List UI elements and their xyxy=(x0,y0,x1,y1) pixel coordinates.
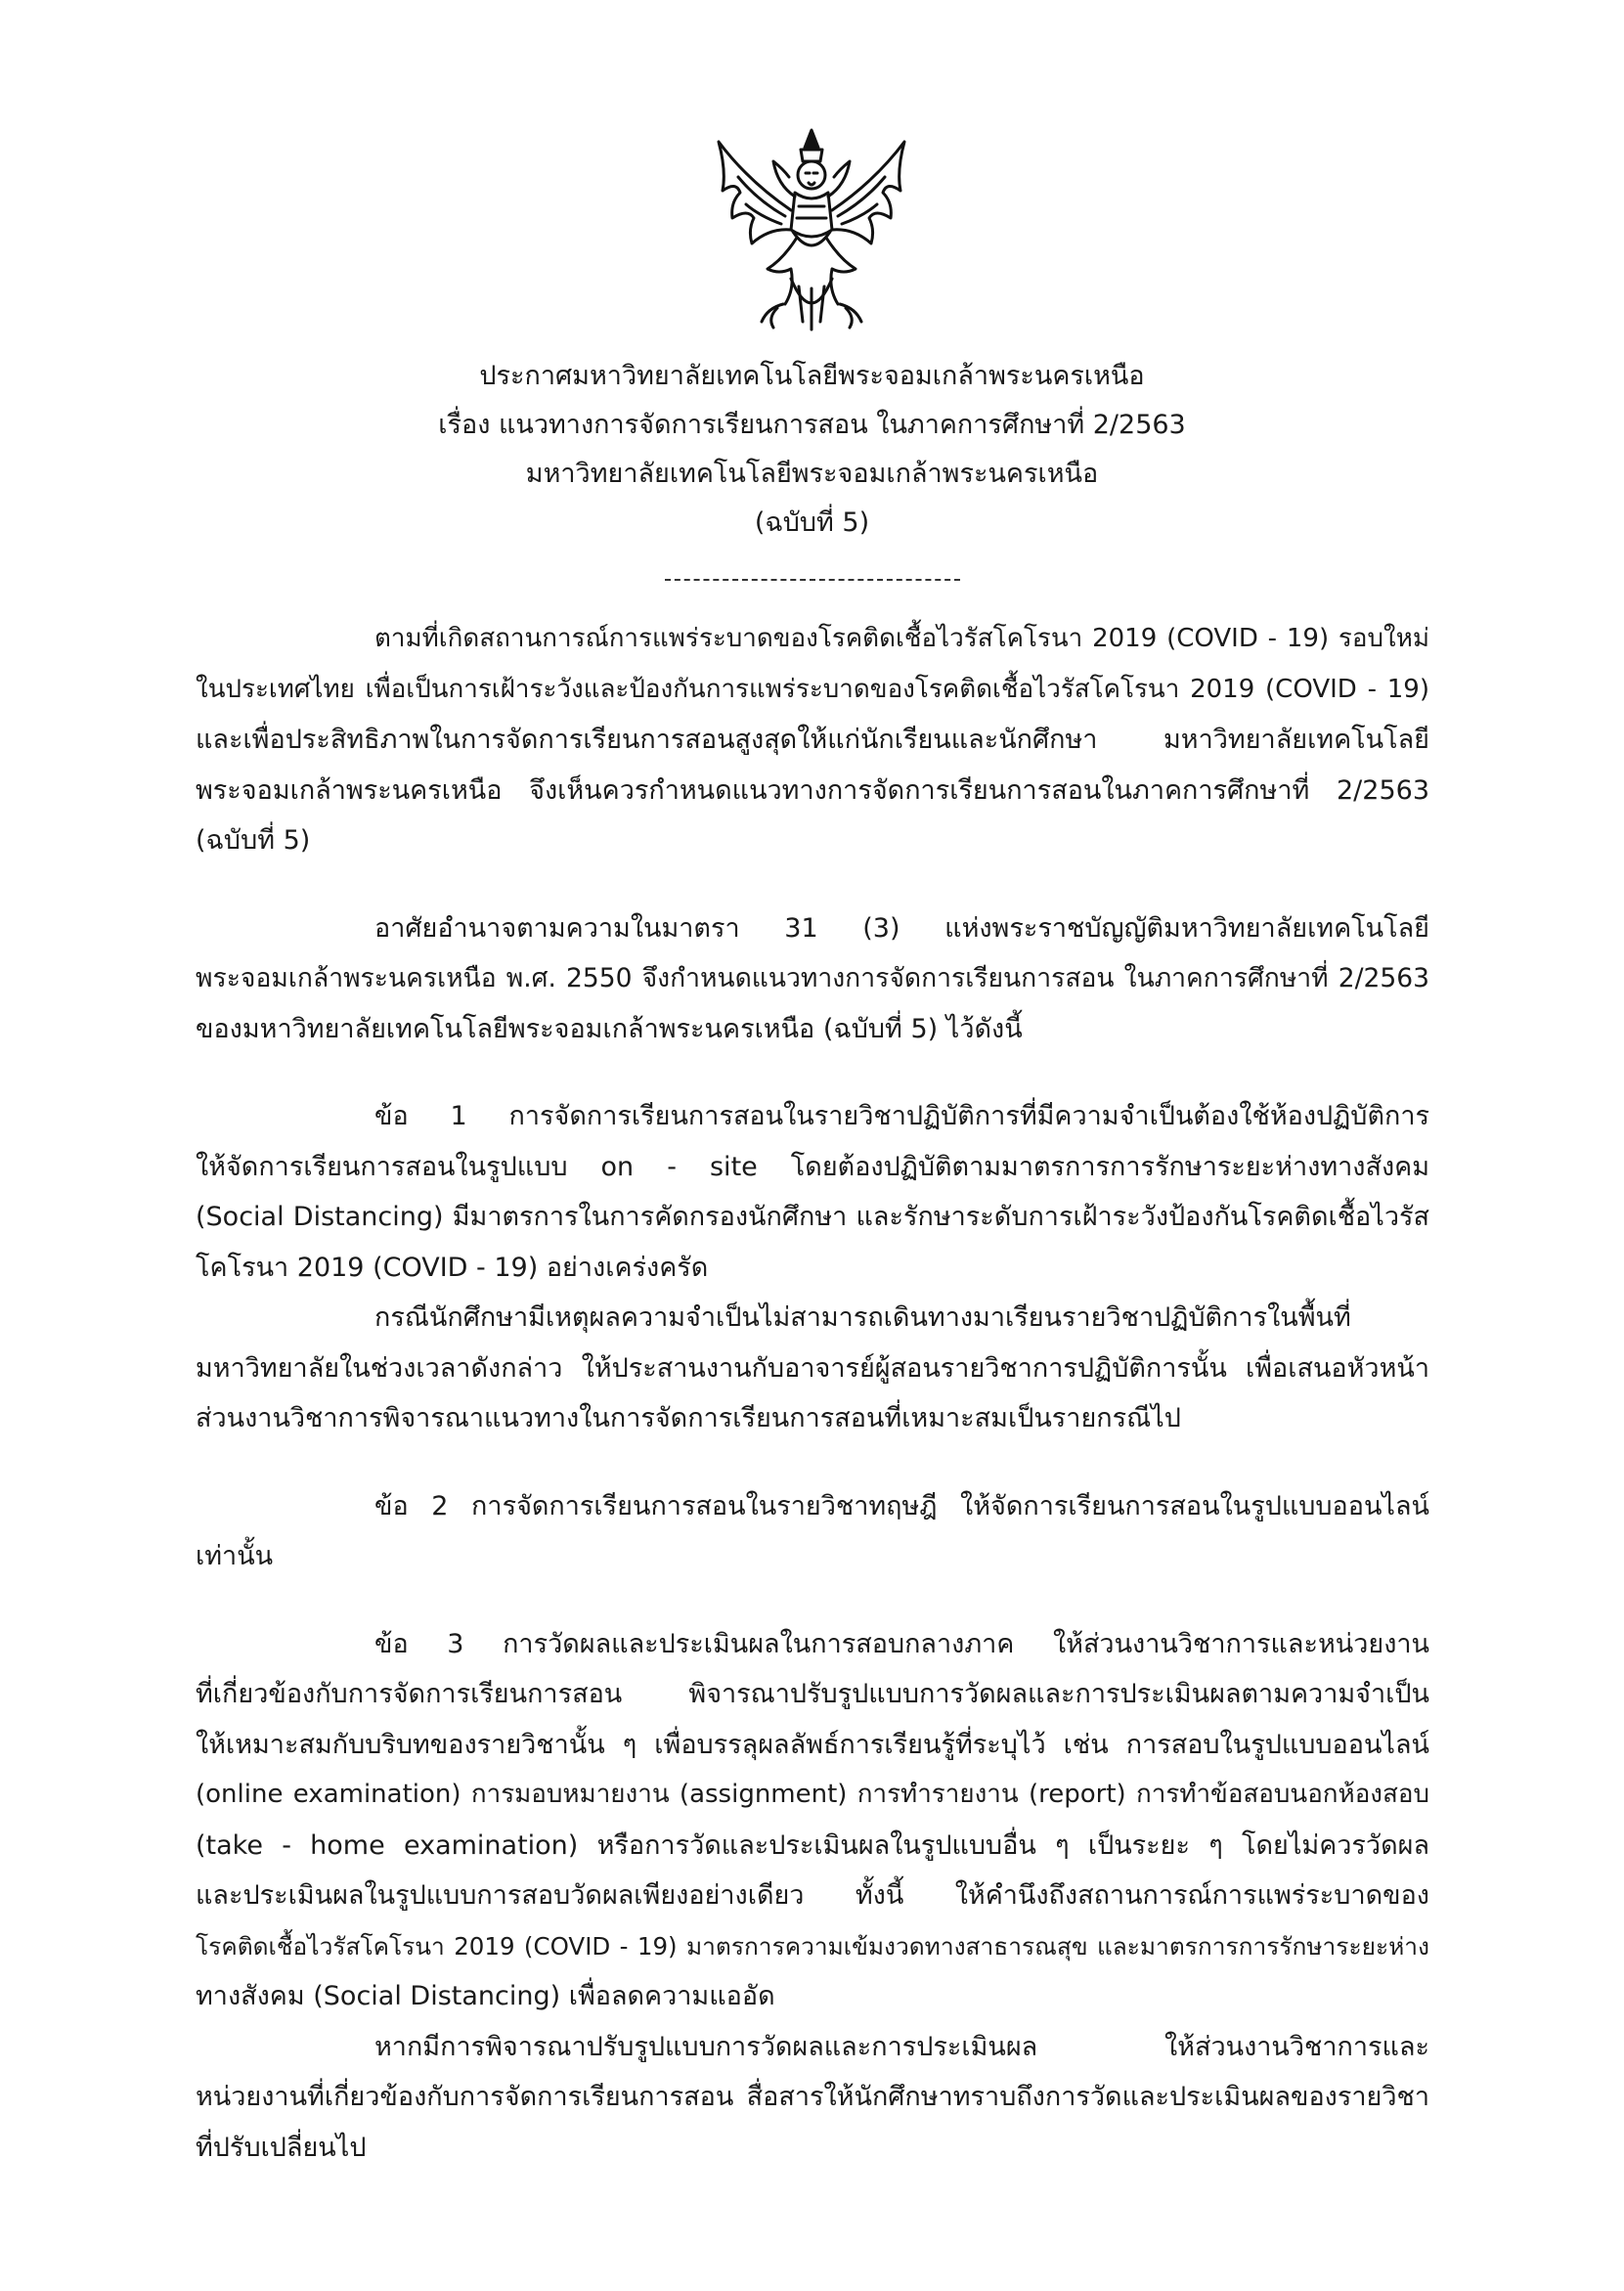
paragraph-line: หากมีการพิจารณาปรับรูปแบบการวัดผลและการประเมินผล ให้ส่วนงานวิชาการและ xyxy=(374,2031,1429,2062)
paragraph-line: และเพื่อประสิทธิภาพในการจัดการเรียนการสอนสูงสุดให้แก่นักเรียนและนักศึกษา มหาวิทยาลัยเทคโนโลยี xyxy=(196,725,1429,755)
paragraph-line: ข้อ 1 การจัดการเรียนการสอนในรายวิชาปฏิบัติการที่มีความจำเป็นต้องใช้ห้องปฏิบัติการ xyxy=(374,1101,1429,1131)
paragraph-line: ของมหาวิทยาลัยเทคโนโลยีพระจอมเกล้าพระนครเหนือ (ฉบับที่ 5) ไว้ดังนี้ xyxy=(196,1013,1023,1044)
paragraph-line: ตามที่เกิดสถานการณ์การแพร่ระบาดของโรคติดเชื้อไวรัสโคโรนา 2019 (COVID - 19) รอบใหม่ xyxy=(374,624,1429,653)
paragraph-clause-1 xyxy=(196,1091,1429,1293)
header-title-line: ประกาศมหาวิทยาลัยเทคโนโลยีพระจอมเกล้าพระนครเหนือ xyxy=(479,361,1145,391)
paragraph-line: พระจอมเกล้าพระนครเหนือ พ.ศ. 2550 จึงกำหนดแนวทางการจัดการเรียนการสอน ในภาคการศึกษาที่ 2/2563 xyxy=(196,963,1429,993)
header-subject-line: เรื่อง แนวทางการจัดการเรียนการสอน ในภาคการศึกษาที่ 2/2563 xyxy=(438,410,1186,440)
paragraph-line: และประเมินผลในรูปแบบการสอบวัดผลเพียงอย่างเดียว ทั้งนี้ ให้คำนึงถึงสถานการณ์การแพร่ระบาดของ xyxy=(196,1880,1429,1911)
paragraph-line: (Social Distancing) มีมาตรการในการคัดกรองนักศึกษา และรักษาระดับการเฝ้าระวังป้องกันโรคติดเชื้อไวรัส xyxy=(196,1202,1429,1232)
paragraph-line: พระจอมเกล้าพระนครเหนือ จึงเห็นควรกำหนดแนวทางการจัดการเรียนการสอนในภาคการศึกษาที่ 2/2563 xyxy=(196,774,1429,806)
paragraph-line: เท่านั้น xyxy=(196,1541,274,1571)
paragraph-preamble xyxy=(196,614,1429,866)
paragraph-line: โคโรนา 2019 (COVID - 19) อย่างเคร่งครัด xyxy=(196,1252,709,1283)
paragraph-line: ที่ปรับเปลี่ยนไป xyxy=(196,2132,367,2163)
header-university-line: มหาวิทยาลัยเทคโนโลยีพระจอมเกล้าพระนครเหนือ xyxy=(525,459,1099,489)
paragraph-line: ที่เกี่ยวข้องกับการจัดการเรียนการสอน พิจารณาปรับรูปแบบการวัดผลและการประเมินผลตามความจำเป็น xyxy=(196,1679,1429,1709)
paragraph-line: ให้เหมาะสมกับบริบทของรายวิชานั้น ๆ เพื่อบรรลุผลลัพธ์การเรียนรู้ที่ระบุไว้ เช่น การสอบในรูปแบบออนไลน์ xyxy=(196,1729,1429,1760)
paragraph-line: กรณีนักศึกษามีเหตุผลความจำเป็นไม่สามารถเดินทางมาเรียนรายวิชาปฏิบัติการในพื้นที่ xyxy=(374,1302,1351,1333)
paragraph-line: ให้จัดการเรียนการสอนในรูปแบบ on - site โดยต้องปฏิบัติตามมาตรการการรักษาระยะห่างทางสังคม xyxy=(196,1151,1429,1182)
paragraph-line: โรคติดเชื้อไวรัสโคโรนา 2019 (COVID - 19) มาตรการความเข้มงวดทางสาธารณสุข และมาตรการการรักษาระยะห่าง xyxy=(196,1931,1429,1961)
document-header xyxy=(0,352,1624,548)
document-body xyxy=(196,614,1429,2210)
header-divider xyxy=(665,579,960,581)
paragraph-line: (online examination) การมอบหมายงาน (assignment) การทำรายงาน (report) การทำข้อสอบนอกห้องสอบ xyxy=(196,1780,1429,1809)
paragraph-clause-3 xyxy=(196,1619,1429,2022)
paragraph-clause-3-notice xyxy=(196,2022,1429,2174)
paragraph-clause-1-exception xyxy=(196,1293,1429,1444)
paragraph-line: อาศัยอำนาจตามความในมาตรา 31 (3) แห่งพระราชบัญญัติมหาวิทยาลัยเทคโนโลยี xyxy=(374,912,1429,944)
paragraph-line: (ฉบับที่ 5) xyxy=(196,825,311,856)
paragraph-line: ทางสังคม (Social Distancing) เพื่อลดความแออัด xyxy=(196,1981,775,2011)
paragraph-line: หน่วยงานที่เกี่ยวข้องกับการจัดการเรียนการสอน สื่อสารให้นักศึกษาทราบถึงการวัดและประเมินผลของรายวิชา xyxy=(196,2082,1429,2112)
paragraph-line: ข้อ 3 การวัดผลและประเมินผลในการสอบกลางภาค ให้ส่วนงานวิชาการและหน่วยงาน xyxy=(374,1628,1429,1659)
header-edition-line: (ฉบับที่ 5) xyxy=(754,507,870,538)
paragraph-line: ข้อ 2 การจัดการเรียนการสอนในรายวิชาทฤษฎี ให้จัดการเรียนการสอนในรูปแบบออนไลน์ xyxy=(374,1490,1429,1521)
paragraph-authority xyxy=(196,903,1429,1055)
paragraph-line: ในประเทศไทย เพื่อเป็นการเฝ้าระวังและป้องกันการแพร่ระบาดของโรคติดเชื้อไวรัสโคโรนา 2019 (COVID - 19) xyxy=(196,674,1429,704)
paragraph-clause-2 xyxy=(196,1481,1429,1582)
paragraph-line: มหาวิทยาลัยในช่วงเวลาดังกล่าว ให้ประสานงานกับอาจารย์ผู้สอนรายวิชาการปฏิบัติการนั้น เพื่อเสนอหัวหน้า xyxy=(196,1352,1429,1384)
garuda-emblem-icon xyxy=(709,122,914,339)
paragraph-line: ส่วนงานวิชาการพิจารณาแนวทางในการจัดการเรียนการสอนที่เหมาะสมเป็นรายกรณีไป xyxy=(196,1403,1181,1433)
paragraph-line: (take - home examination) หรือการวัดและประเมินผลในรูปแบบอื่น ๆ เป็นระยะ ๆ โดยไม่ควรวัดผล xyxy=(196,1829,1429,1861)
